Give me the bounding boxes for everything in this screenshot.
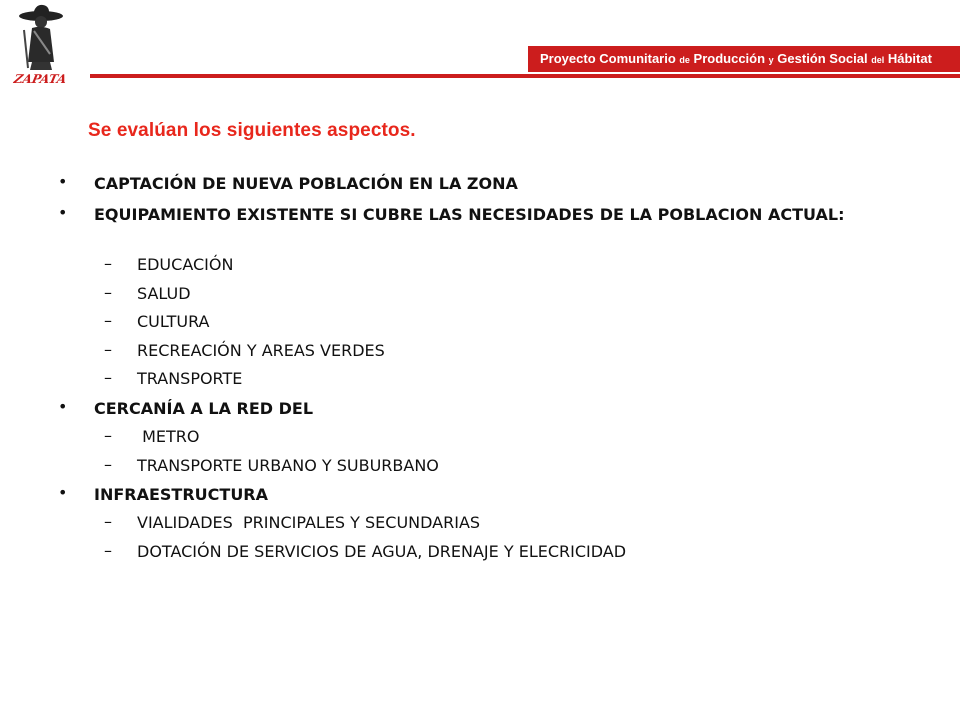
sub-list-item: TRANSPORTE	[137, 369, 243, 388]
sub-list-item: EDUCACIÓN	[137, 255, 234, 274]
sub-list-item: VIALIDADES PRINCIPALES Y SECUNDARIAS	[137, 513, 481, 532]
banner-text-7: Hábitat	[884, 51, 932, 66]
list-item: CERCANÍA A LA RED DEL	[94, 399, 314, 418]
banner-text-2: de	[679, 55, 690, 65]
sub-list-item: DOTACIÓN DE SERVICIOS DE AGUA, DRENAJE Y ELECRICIDAD	[137, 542, 627, 561]
dash-marker: –	[104, 254, 112, 273]
bullet-marker: •	[58, 397, 68, 416]
bullet-marker: •	[58, 172, 68, 191]
sub-list-item: METRO	[137, 427, 200, 446]
list-item: EQUIPAMIENTO EXISTENTE SI CUBRE LAS NECESIDADES DE LA POBLACION ACTUAL:	[94, 205, 845, 224]
dash-marker: –	[104, 340, 112, 359]
sub-list-item: RECREACIÓN Y AREAS VERDES	[137, 341, 385, 360]
dash-marker: –	[104, 311, 112, 330]
dash-marker: –	[104, 455, 112, 474]
dash-marker: –	[104, 541, 112, 560]
sub-list-item: SALUD	[137, 284, 191, 303]
slide-title: Se evalúan los siguientes aspectos.	[88, 120, 416, 141]
list-item: CAPTACIÓN DE NUEVA POBLACIÓN EN LA ZONA	[94, 174, 518, 193]
list-item: INFRAESTRUCTURA	[94, 485, 269, 504]
banner-text-1: Proyecto Comunitario	[540, 51, 680, 66]
banner-text-3: Producción	[689, 51, 769, 66]
sub-list-item: TRANSPORTE URBANO Y SUBURBANO	[137, 456, 439, 475]
bullet-marker: •	[58, 483, 68, 502]
dash-marker: –	[104, 283, 112, 302]
bullet-marker: •	[58, 203, 68, 222]
dash-marker: –	[104, 426, 112, 445]
sub-list-item: CULTURA	[137, 312, 210, 331]
banner-text-5: Gestión Social	[773, 51, 872, 66]
banner-text-4: y	[768, 55, 774, 65]
dash-marker: –	[104, 512, 112, 531]
dash-marker: –	[104, 368, 112, 387]
banner-text-6: del	[871, 55, 885, 65]
logo-wordmark: ZAPATA	[12, 72, 68, 86]
